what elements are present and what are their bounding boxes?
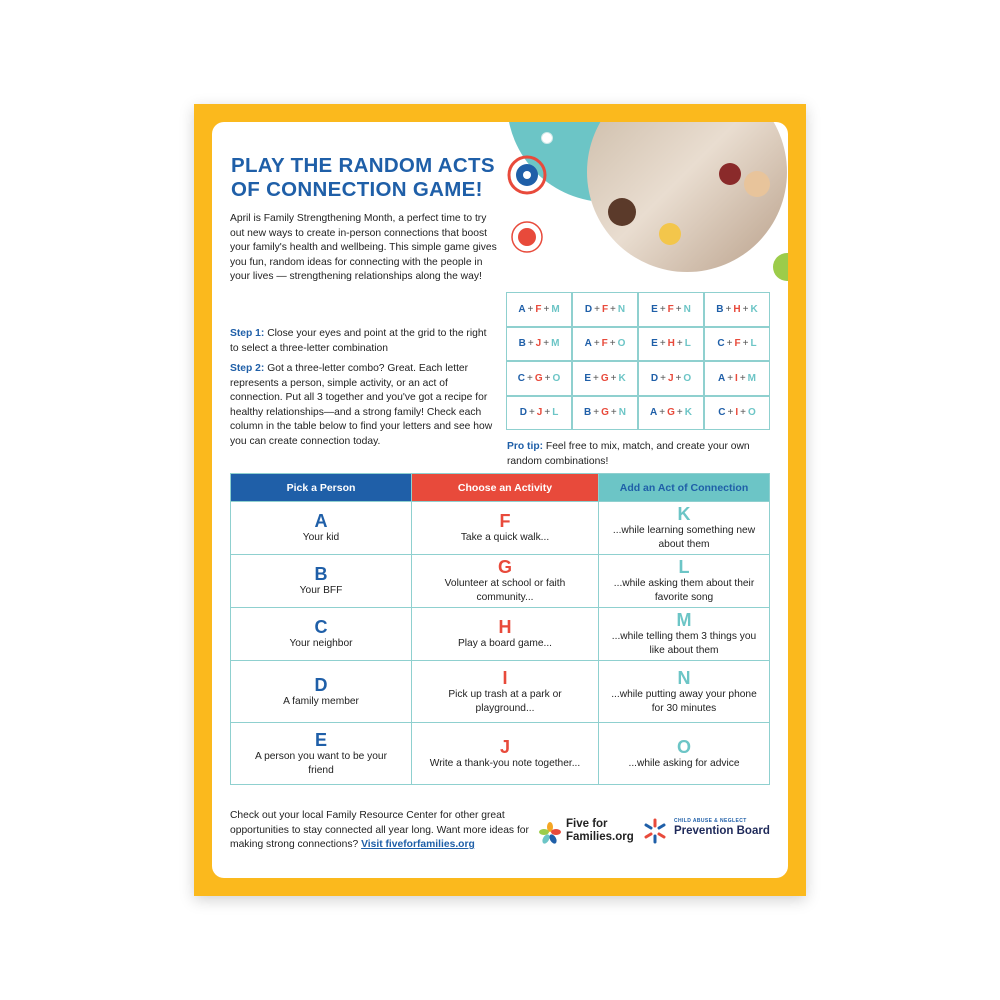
combo-letter: K [750,303,758,315]
connection-text: ...while telling them 3 things you like about them [611,631,757,656]
plus-sign: + [660,372,666,384]
combo-letter: N [618,407,626,419]
combo-letter: F [601,338,608,350]
combo-letter: N [617,303,626,315]
plus-sign: + [726,338,733,350]
combo-letter: A [717,372,726,384]
green-dot [773,253,788,281]
plus-sign: + [675,372,682,384]
combo-cell[interactable] [506,327,572,362]
footer-text [230,809,530,853]
connection-letter: O [676,736,691,757]
combo-cell[interactable] [638,327,704,362]
combo-letter: D [584,303,593,315]
plus-sign: + [725,303,732,315]
combo-row [506,292,770,327]
plus-sign: + [610,407,617,419]
combo-letter: H [733,303,741,315]
logo1-line1: Five for [566,818,608,830]
activity-letter: F [499,511,511,532]
combo-letter: G [601,407,609,419]
plus-sign: + [727,372,734,384]
header-activity: Choose an Activity [412,474,599,502]
step-2-text: Got a three-letter combo? Great. Each letter represents a person, simple activity, or an act of connection. Put all 3 together and you've got a recipe for healthy relationships—and a strong family! Check each column in the table below to find your letters and see how you can create connection today. [230,363,493,447]
step-1-text: Close your eyes and point at the grid to the right to select a three-letter combination [230,328,487,354]
connection-text: ...while asking them about their favorite song [613,578,755,603]
activity-text: Take a quick walk... [460,532,550,544]
flyer-page [194,104,806,896]
combo-letter: O [552,372,561,384]
plus-sign: + [609,338,616,350]
combo-cell[interactable] [704,361,770,396]
plus-sign: + [593,338,600,350]
combo-letter: D [650,372,659,384]
combo-row [506,327,770,362]
connection-text: ...while learning something new about them [612,525,756,550]
connection-letter: K [677,504,691,525]
person-letter: A [314,511,328,532]
combo-letter: F [734,338,741,350]
person-cell [231,661,412,723]
combo-letter: J [536,407,543,419]
combo-letter: L [684,338,691,350]
combo-letter: B [584,407,592,419]
table-row [231,661,770,723]
person-cell [231,723,412,785]
table-row [231,502,770,555]
combo-letter: E [584,372,591,384]
footer-link[interactable]: Visit fiveforfamilies.org [361,839,475,851]
activity-cell [412,502,599,555]
person-letter: B [314,564,328,585]
person-text: A family member [283,695,359,707]
photo-child [719,163,741,185]
connection-text: ...while putting away your phone for 30 minutes [611,688,757,714]
combo-letter: F [535,303,542,315]
combo-letter: J [535,338,542,350]
activity-cell [412,661,599,723]
step-1 [230,327,494,356]
step-2-label: Step 2: [230,363,265,374]
photo-person [744,171,770,197]
combo-cell[interactable] [638,292,704,327]
plus-sign: + [526,372,533,384]
connection-cell [599,661,770,723]
combo-letter: L [552,407,559,419]
photo-child [659,223,681,245]
person-letter: D [314,674,328,695]
plus-sign: + [544,407,551,419]
combo-letter: C [717,338,725,350]
connection-cell [599,723,770,785]
step-1-label: Step 1: [230,328,265,339]
activity-text: Write a thank-you note together... [429,757,581,769]
combo-letter: A [650,407,658,419]
combo-cell[interactable] [572,327,638,362]
plus-sign: + [528,407,535,419]
activity-text: Volunteer at school or faith community... [444,578,566,603]
pro-tip-label: Pro tip: [507,441,544,452]
small-white-dot [542,133,553,144]
combo-letter: N [683,303,691,315]
combo-cell[interactable] [638,396,704,431]
footer-body: Check out your local Family Resource Center for other great opportunities to stay connected all year long. Want more ideas for making strong connections? [230,810,529,851]
plus-sign: + [739,372,746,384]
combo-letter: H [667,338,675,350]
combo-letter: O [617,338,626,350]
plus-sign: + [742,303,749,315]
person-letter: C [314,617,328,638]
combo-letter: F [667,303,674,315]
pro-tip [507,440,767,469]
intro-paragraph: April is Family Strengthening Month, a perfect time to try out new ways to create in-person connections that boost your family's health and wellbeing. This simple game gives you fun, random ideas for connecting with the people in your lives — strengthening relationships along the way! [230,213,497,283]
table-row [231,555,770,608]
activity-letter: J [499,736,510,757]
page-title: PLAY THE RANDOM ACTS OF CONNECTION GAME! [231,154,495,201]
plus-sign: + [593,407,600,419]
plus-sign: + [740,407,746,419]
activity-cell [412,555,599,608]
logo2-small: CHILD ABUSE & NEGLECT [674,818,747,824]
combo-letter: J [667,372,674,384]
activity-letter: G [497,557,512,578]
logo2-big: Prevention Board [674,825,770,837]
combo-cell[interactable] [572,396,638,431]
logo1-line2: Families.org [566,831,634,843]
combo-letter: A [518,303,526,315]
combo-letter: O [747,407,756,419]
person-text: Your BFF [299,585,343,597]
plus-sign: + [659,303,666,315]
person-cell [231,502,412,555]
connection-letter: L [678,557,690,578]
combo-letter: I [735,372,738,384]
plus-sign: + [594,303,600,315]
combo-letter: G [534,372,543,384]
activity-cell [412,608,599,661]
photo-person [608,198,636,226]
connection-cell [599,502,770,555]
combo-letter: G [600,372,609,384]
person-text: Your neighbor [289,638,353,650]
combo-letter: K [684,407,692,419]
combo-row [506,396,770,431]
connection-table [230,473,770,785]
activity-text: Play a board game... [457,638,552,650]
connection-cell [599,608,770,661]
plus-sign: + [543,338,550,350]
flyer-sheet [212,122,788,878]
combo-letter: B [518,338,526,350]
person-text: A person you want to be your friend [255,750,387,776]
plus-sign: + [675,303,682,315]
combo-cell[interactable] [704,327,770,362]
plus-sign: + [659,407,666,419]
combo-letter: A [584,338,592,350]
combo-cell[interactable] [572,361,638,396]
table-row [231,608,770,661]
connection-text: ...while asking for advice [628,757,740,769]
pro-tip-text: Feel free to mix, match, and create your own random combinations! [507,441,750,467]
combo-letter: E [651,303,658,315]
plus-sign: + [659,338,666,350]
plus-sign: + [544,372,551,384]
combo-letter: M [551,338,560,350]
combo-cell[interactable] [506,292,572,327]
combo-letter: C [517,372,525,384]
combo-letter: O [683,372,692,384]
person-cell [231,608,412,661]
combo-cell[interactable] [506,396,572,431]
person-text: Your kid [302,532,340,544]
activity-text: Pick up trash at a park or playground... [448,688,562,714]
prevention-board-icon [642,818,668,844]
combo-letter: C [718,407,726,419]
plus-sign: + [610,303,616,315]
activity-letter: H [498,617,512,638]
combo-row [506,361,770,396]
plus-sign: + [727,407,734,419]
combo-cell[interactable] [704,396,770,431]
header-person: Pick a Person [231,474,412,502]
combo-letter: E [651,338,658,350]
step-2 [230,362,494,450]
header-connection: Add an Act of Connection [599,474,770,502]
plus-sign: + [676,338,683,350]
activity-cell [412,723,599,785]
connection-cell [599,555,770,608]
combo-letter: D [519,407,527,419]
combo-letter: G [667,407,675,419]
person-letter: E [314,729,327,750]
combo-letter: L [750,338,757,350]
combo-letter: M [747,372,757,384]
plus-sign: + [592,372,599,384]
plus-sign: + [527,303,534,315]
table-row [231,723,770,785]
activity-letter: I [502,667,508,688]
flower-icon [538,821,562,845]
person-cell [231,555,412,608]
plus-sign: + [676,407,683,419]
combo-cell[interactable] [506,361,572,396]
combo-letter: B [716,303,724,315]
combo-cell[interactable] [704,292,770,327]
connection-letter: N [677,667,691,688]
combo-letter: F [601,303,609,315]
combo-letter: M [551,303,560,315]
connection-letter: M [676,610,692,631]
plus-sign: + [527,338,534,350]
plus-sign: + [742,338,749,350]
combo-cell[interactable] [638,361,704,396]
combo-letter: I [735,407,739,419]
plus-sign: + [610,372,617,384]
combo-grid [506,292,770,430]
combo-cell[interactable] [572,292,638,327]
plus-sign: + [543,303,550,315]
combo-letter: K [618,372,626,384]
